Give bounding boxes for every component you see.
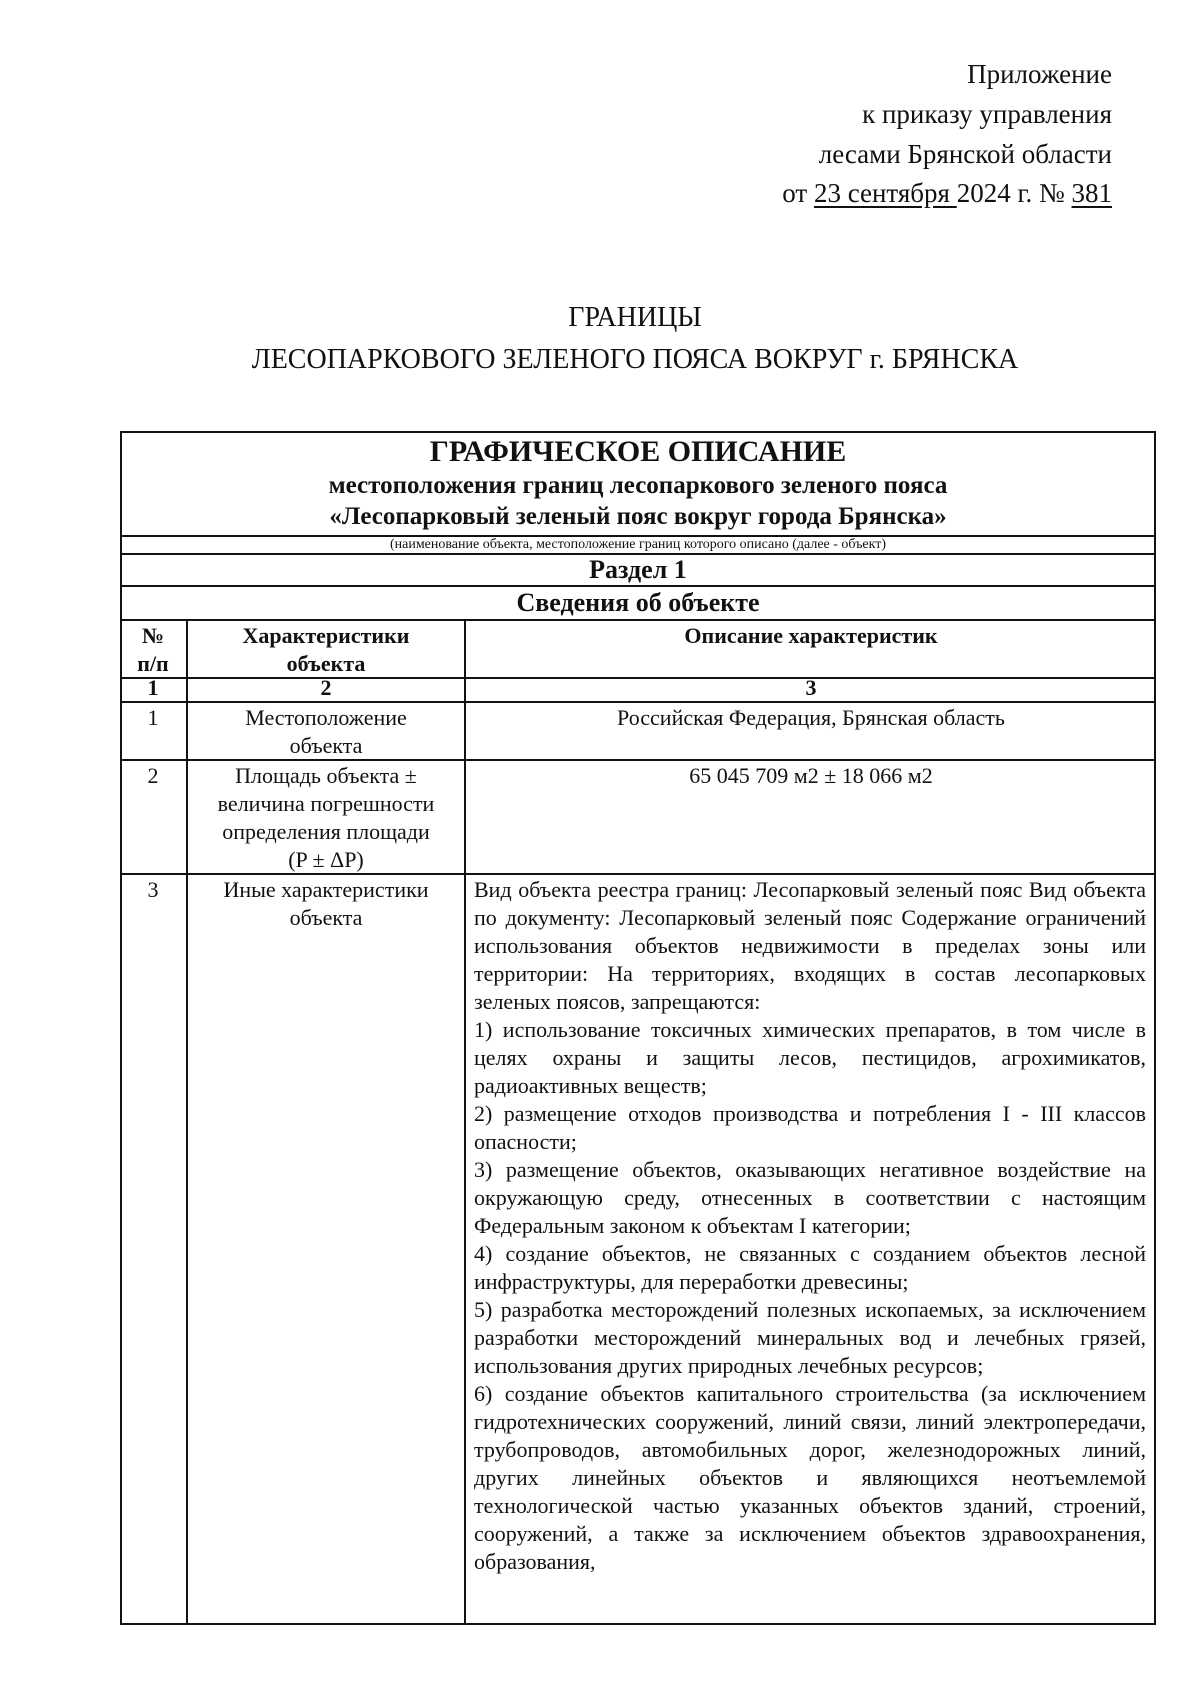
row1-num: 1 — [147, 705, 159, 730]
row1-char-line2: объекта — [289, 733, 363, 758]
row2-char-line3: определения площади — [222, 819, 430, 844]
order-number: 381 — [1071, 178, 1112, 208]
graphic-description-sub2: «Лесопарковый зеленый пояс вокруг города Брянска» — [329, 503, 947, 530]
graphic-description-heading: ГРАФИЧЕСКОЕ ОПИСАНИЕ — [429, 435, 847, 468]
order-date-line — [782, 175, 1112, 211]
row2-num: 2 — [147, 763, 159, 788]
header-num-line1: № — [141, 623, 165, 648]
appendix-label: Приложение — [967, 59, 1112, 89]
col-number-2: 2 — [320, 675, 332, 700]
row3-desc-item-3: 3) размещение объектов, оказывающих негативное воздействие на окружающую среду, отнесенных в соответствии с настоящим Федеральным законом к объектам I категории; — [474, 1157, 1146, 1238]
row3-desc-item-5: 5) разработка месторождений полезных ископаемых, за исключением разработки месторождений минеральных вод и лечебных грязей, использования других природных лечебных ресурсов; — [474, 1297, 1146, 1378]
row1-characteristic — [188, 704, 464, 760]
order-date: 23 сентября — [813, 178, 957, 208]
object-name-note: (наименование объекта, местоположение границ которого описано (далее - объект) — [389, 537, 887, 552]
row3-char-line2: объекта — [289, 905, 363, 930]
row2-characteristic — [188, 762, 464, 874]
order-ref: к приказу управления — [862, 99, 1112, 129]
rule — [120, 619, 1156, 621]
row3-desc-item-4: 4) создание объектов, не связанных с созданием объектов лесной инфраструктуры, для переработки древесины; — [474, 1241, 1146, 1294]
row1-char-line1: Местоположение — [245, 705, 407, 730]
row3-char-line1: Иные характеристики — [223, 877, 429, 902]
row2-char-line1: Площадь объекта ± — [235, 763, 417, 788]
row3-desc-item-2: 2) размещение отходов производства и потребления I - III классов опасности; — [474, 1101, 1146, 1154]
date-prefix: от — [782, 178, 814, 208]
row3-desc-item-1: 1) использование токсичных химических препаратов, в том числе в целях охраны и защиты лесов, пестицидов, агрохимикатов, радиоактивных веществ; — [474, 1017, 1146, 1098]
row2-char-line2: величина погрешности — [217, 791, 435, 816]
header-num-line2: п/п — [137, 651, 169, 676]
graphic-description-sub1: местоположения границ лесопаркового зеленого пояса — [328, 472, 948, 499]
row3-desc-intro: Вид объекта реестра границ: Лесопарковый зеленый пояс Вид объекта по документу: Лесопарковый зеленый пояс Содержание ограничений использования объектов недвижимости в пределах зоны или территории: На территориях, входящих в состав лесопарковых зеленых поясов, запрещаются: — [474, 877, 1146, 1014]
date-suffix: 2024 г. № — [956, 178, 1072, 208]
row3-desc-item-6: 6) создание объектов капитального строительства (за исключением гидротехнических сооружений, линий связи, линий электропередачи, трубопроводов, автомобильных дорог, железнодорожных линий, других линейных объектов и являющихся неотъемлемой технологической частью указанных объектов зданий, строений, сооружений, а также за исключением объектов здравоохранения, образования, — [474, 1381, 1146, 1574]
doc-title: ГРАНИЦЫ — [568, 302, 702, 333]
col-number-1: 1 — [147, 675, 159, 700]
header-characteristics — [188, 622, 464, 678]
row3-num: 3 — [147, 877, 159, 902]
header-char-line2: объекта — [286, 651, 366, 676]
authority-name: лесами Брянской области — [818, 139, 1112, 169]
header-description: Описание характеристик — [684, 623, 938, 648]
section-number: Раздел 1 — [589, 555, 687, 584]
row2-description: 65 045 709 м2 ± 18 066 м2 — [689, 763, 933, 788]
header-num — [120, 622, 186, 678]
row1-description: Российская Федерация, Брянская область — [617, 705, 1005, 730]
section-title: Сведения об объекте — [516, 588, 760, 617]
row3-characteristic — [188, 876, 464, 932]
col-number-3: 3 — [805, 675, 817, 700]
doc-subtitle: ЛЕСОПАРКОВОГО ЗЕЛЕНОГО ПОЯСА ВОКРУГ г. БРЯНСКА — [251, 344, 1019, 375]
row2-char-line4: (P ± ΔP) — [288, 847, 364, 872]
header-char-line1: Характеристики — [242, 623, 410, 648]
row3-description — [474, 876, 1146, 1576]
